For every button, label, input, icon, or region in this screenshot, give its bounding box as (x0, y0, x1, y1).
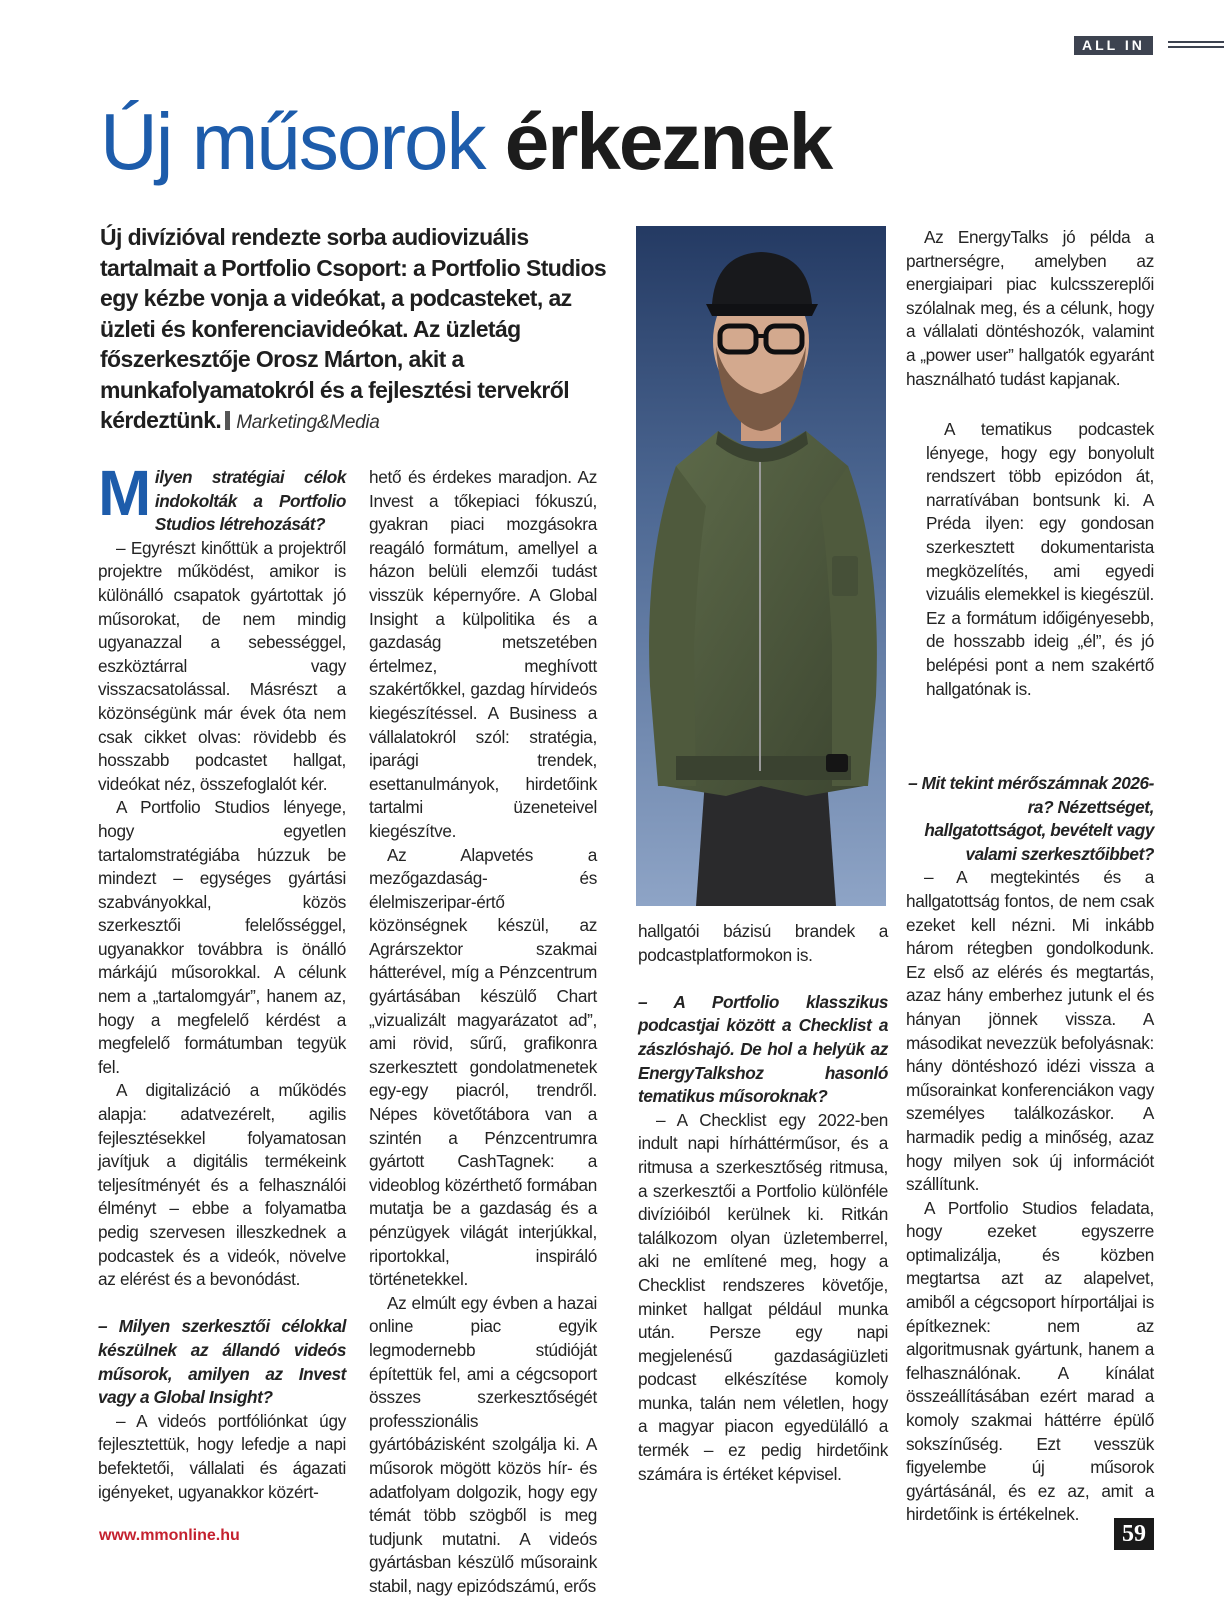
question-3: – A Portfolio klasszikus podcastjai között a Checklist a zászlóshajó. De hol a helyük az EnergyTalkshoz hasonló tematikus műsoroknak? (638, 991, 888, 1107)
paragraph: Az elmúlt egy évben a hazai online piac egyik legmodernebb stúdióját építettük fel, ami a cégcsoport összes szerkesztőségét professzionális gyártóbázisként szolgálja ki. A műsorok mögött közös hír- és adatfolyam dolgozik, hogy egy témát több szögből is meg tudjunk mutatni. A videós gyártásban készülő műsoraink stabil, nagy epizódszámú, erős (369, 1292, 597, 1596)
title-light: Új műsorok (100, 97, 485, 186)
dropcap: M (98, 457, 151, 529)
title-bold: érkeznek (504, 97, 832, 186)
paragraph: hallgatói bázisú brandek a podcastplatformokon is. (638, 921, 888, 965)
article-lead (100, 222, 620, 439)
portrait-photo (636, 226, 886, 906)
column-2 (369, 466, 597, 1599)
paragraph: A digitalizáció a működés alapja: adatvezérelt, agilis fejlesztésekkel folyamatosan javítjuk a digitális termékeink teljesítményét és a felhasználói élményt – ebbe a folyamatba pedig szervesen illeszkednek a podcastek és a videók, növelve az elérést és a bevonódást. (98, 1080, 346, 1290)
question-1-text: ilyen stratégiai célok indokolták a Portfolio Studios létrehozását? (154, 467, 346, 535)
section-tag-label: ALL IN (1074, 36, 1153, 55)
paragraph: – Egyrészt kinőttük a projektről projektre működést, amikor is különálló csapatok gyártottak jó műsorokat, de nem mindig ugyanazzal a sebességgel, eszköztárral vagy visszacsatolással. Másrészt a közönségünk már évek óta nem csak cikket olvas: rövidebb és hosszabb podcastet hallgat, videókat néz, összefoglalót kér. (98, 537, 346, 794)
page-number: 59 (1114, 1518, 1154, 1550)
question-2: – Milyen szerkesztői célokkal készülnek az állandó videós műsorok, amilyen az Invest vagy a Global Insight? (98, 1316, 346, 1408)
column-4-top (906, 226, 1154, 391)
lead-source: Marketing&Media (236, 412, 380, 433)
section-tag-rule-2 (1168, 46, 1224, 48)
footer-website-link[interactable]: www.mmonline.hu (99, 1527, 240, 1544)
paragraph: hető és érdekes maradjon. Az Invest a tőkepiaci fókuszú, gyakran piaci mozgásokra reagáló formátum, amellyel a házon belüli elemzői tudást visszük képernyőre. A Global Insight a külpolitika és a gazdaság metszetében értelmez, meghívott szakértőkkel, gazdag hírvideós kiegészítéssel. A Business a vállalatokról szól: stratégia, iparági trendek, esettanulmányok, hirdetőink tartalmi üzeneteivel kiegészítve. (369, 467, 597, 841)
column-3 (638, 920, 888, 1486)
paragraph: A tematikus podcastek lényege, hogy egy bonyolult rendszert több epizódon át, narratívában bontsunk ki. A Préda ilyen: egy gondosan szerkesztett dokumentarista megközelítés, ami egyedi vizuális elemekkel is kiegészül. Ez a formátum időigényesebb, de hosszabb ideig „él”, és jó belépési pont a nem szakértő hallgatónak is. (926, 419, 1154, 699)
paragraph: – A megtekintés és a hallgatottság fontos, de nem csak ezeket kell nézni. Mi inkább három rétegben gondolkodunk. Ez első az elérés és megtartás, azaz hány emberhez jutunk el és hányan jönnek vissza. A másodikat nevezzük befolyásnak: hány döntéshozó idézi vissza a műsorainkat konferenciákon vagy személyes találkozáskor. A harmadik pedig a minőség, azaz hogy milyen sok új információt szállítunk. (906, 867, 1154, 1195)
paragraph: Az Alapvetés a mezőgazdaság- és élelmiszeripar-értő közönségnek készül, az Agrárszektor szakmai hátterével, míg a Pénzcentrum gyártásában készülő Chart „vizualizált magyarázatot ad”, ami rövid, sűrű, grafikonra szerkesztett gondolatmenetek egy-egy piacról, trendről. Népes követőtábora van a szintén a Pénzcentrumra gyártott CashTagnek: a videoblog közérthető formában mutatja be a gazdaság és a pénzügyek világát interjúkkal, riportokkal, inspiráló történetekkel. (369, 844, 597, 1290)
section-tag (1074, 36, 1224, 55)
lead-text: Új divízióval rendezte sorba audiovizuális tartalmait a Portfolio Csoport: a Portfolio Studios egy kézbe vonja a videókat, a podcasteket, az üzleti és konferenciavideókat. Az üzletág főszerkesztője Orosz Márton, akit a munkafolyamatokról és a fejlesztési tervekről kérdeztünk. (100, 224, 607, 433)
lead-separator (225, 411, 230, 430)
paragraph: – A Checklist egy 2022-ben indult napi hírháttérműsor, és a ritmusa a szerkesztőség ritmusa, a szerkesztői a Portfolio különféle divízióiból kerülnek ki. Ritkán találkozom olyan üzletemberrel, aki ne említené meg, hogy a Checklist rendszeres követője, minket hallgat például munka után. Persze egy napi megjelenésű gazdaságiüzleti podcast elkészítése komoly munka, talán nem véletlen, hogy a magyar piacon egyedülálló a termék – ez pedig hirdetőink számára is értéket képvisel. (638, 1109, 888, 1484)
article-title (100, 92, 831, 192)
paragraph: – A videós portfóliónkat úgy fejlesztettük, hogy lefedje a napi befektetői, vállalati és ágazati igényeket, ugyanakkor közért- (98, 1410, 346, 1502)
column-4-bottom (906, 772, 1154, 1527)
question-1 (98, 457, 346, 537)
question-4: – Mit tekint mérőszámnak 2026-ra? Nézettséget, hallgatottságot, bevételt vagy valami szerkesztőibbet? (908, 773, 1154, 864)
section-tag-rule (1168, 41, 1224, 43)
paragraph: Az EnergyTalks jó példa a partnerségre, amelyben az energiaipari piac kulcsszereplői szólalnak meg, és a célunk, hogy a vállalati döntéshozók, valamint a „power user” hallgatók egyaránt használható tudást kapjanak. (906, 227, 1154, 389)
column-1 (98, 457, 346, 1504)
paragraph: A Portfolio Studios feladata, hogy ezeket egyszerre optimalizálja, és közben megtartsa azt az alapelvet, amiből a cégcsoport hírportáljai is építkeznek: nem az algoritmusnak gyártunk, hanem a felhasználónak. A kínálat összeállításában ezért marad a komoly szakmai háttérre épülő sokszínűség. Ezt vesszük figyelembe új műsorok gyártásánál, és ez az, amit a hirdetőink is értékelnek. (906, 1197, 1154, 1525)
column-4-wrapped (926, 418, 1154, 701)
portrait-illustration (636, 226, 886, 906)
paragraph: A Portfolio Studios lényege, hogy egyetlen tartalomstratégiába húzzuk be mindezt – egységes gyártási szabványokkal, közös szerkesztői felelősséggel, ugyanakkor továbbra is önálló márkájú műsorokkal. A célunk nem a „tartalomgyár”, hanem az, hogy a megfelelő kérdést a megfelelő formátumban tegyük fel. (98, 797, 346, 1077)
